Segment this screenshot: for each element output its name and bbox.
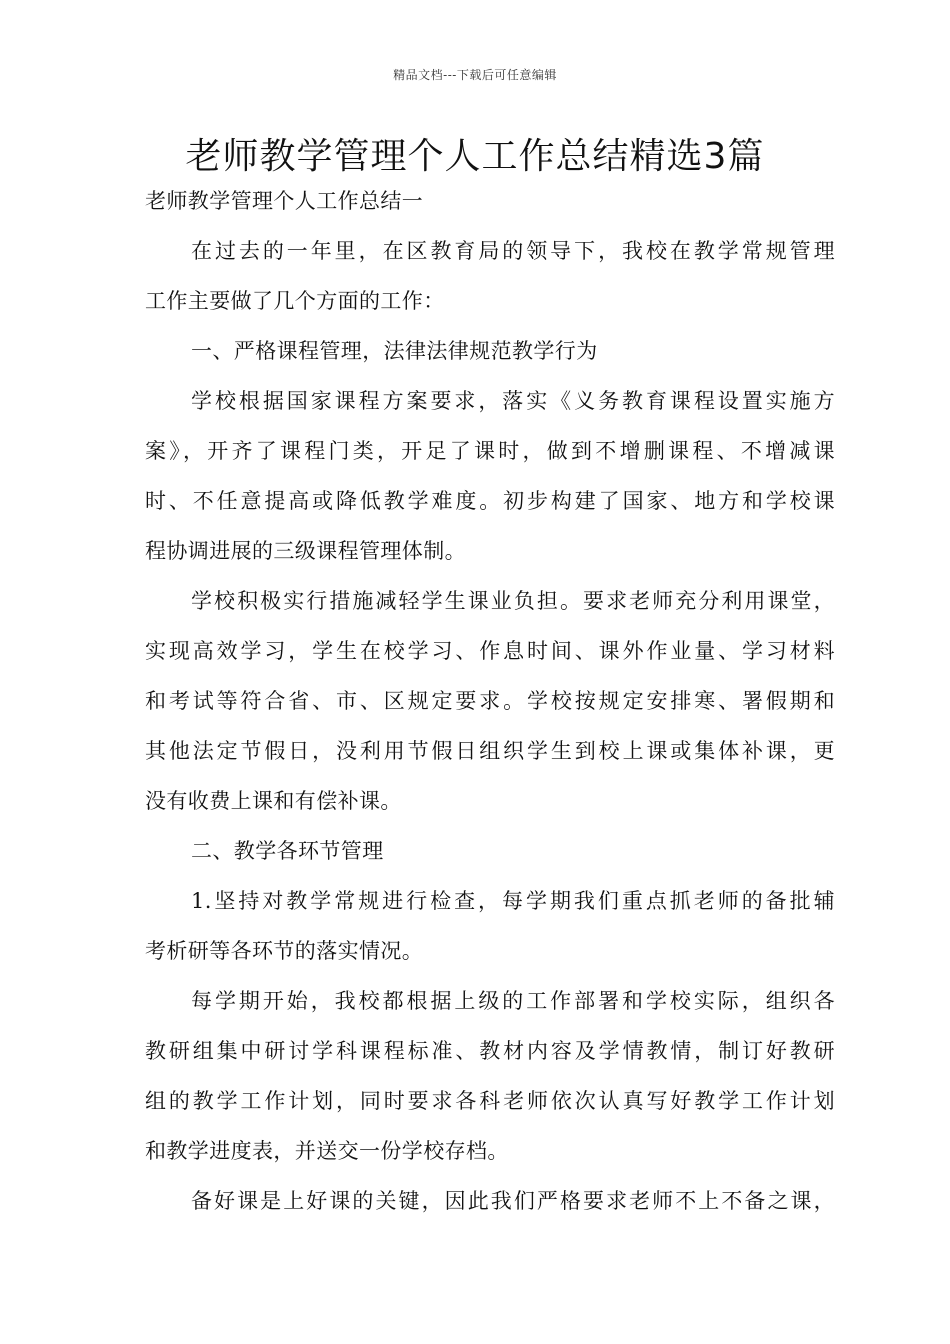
- header-note: 精品文档---下载后可任意编辑: [393, 68, 557, 82]
- paragraph-line: 备好课是上好课的关键，因此我们严格要求老师不上不备之课，: [191, 1189, 835, 1213]
- subheading: 一、严格课程管理，法律法律规范教学行为: [191, 339, 598, 363]
- paragraph-line: 教研组集中研讨学科课程标准、教材内容及学情教情，制订好教研: [145, 1039, 835, 1063]
- paragraph-line: 每学期开始，我校都根据上级的工作部署和学校实际，组织各: [191, 989, 835, 1013]
- document-body: [145, 176, 835, 1226]
- paragraph-line: 工作主要做了几个方面的工作：: [145, 289, 445, 313]
- paragraph-line: 案》，开齐了课程门类，开足了课时，做到不增删课程、不增减课: [145, 439, 835, 463]
- paragraph-line: 程协调进展的三级课程管理体制。: [145, 539, 466, 563]
- paragraph-line: 组的教学工作计划，同时要求各科老师依次认真写好教学工作计划: [145, 1089, 835, 1113]
- paragraph-line: 没有收费上课和有偿补课。: [145, 789, 402, 813]
- paragraph-line: 在过去的一年里，在区教育局的领导下，我校在教学常规管理: [191, 239, 835, 263]
- paragraph-line: 时、不任意提高或降低教学难度。初步构建了国家、地方和学校课: [145, 489, 835, 513]
- section-heading: 老师教学管理个人工作总结一: [145, 189, 424, 213]
- paragraph-line: 其他法定节假日，没利用节假日组织学生到校上课或集体补课，更: [145, 739, 835, 763]
- paragraph-line: 和考试等符合省、市、区规定要求。学校按规定安排寒、署假期和: [145, 689, 835, 713]
- paragraph-line: 1.坚持对教学常规进行检查，每学期我们重点抓老师的备批辅: [191, 889, 835, 913]
- paragraph-line: 学校积极实行措施减轻学生课业负担。要求老师充分利用课堂，: [191, 589, 835, 613]
- paragraph-line: 考析研等各环节的落实情况。: [145, 939, 424, 963]
- paragraph-line: 学校根据国家课程方案要求，落实《义务教育课程设置实施方: [191, 389, 835, 413]
- subheading: 二、教学各环节管理: [191, 839, 384, 863]
- paragraph-line: 实现高效学习，学生在校学习、作息时间、课外作业量、学习材料: [145, 639, 835, 663]
- paragraph-line: 和教学进度表，并送交一份学校存档。: [145, 1139, 509, 1163]
- document-title: 老师教学管理个人工作总结精选3篇: [185, 136, 765, 177]
